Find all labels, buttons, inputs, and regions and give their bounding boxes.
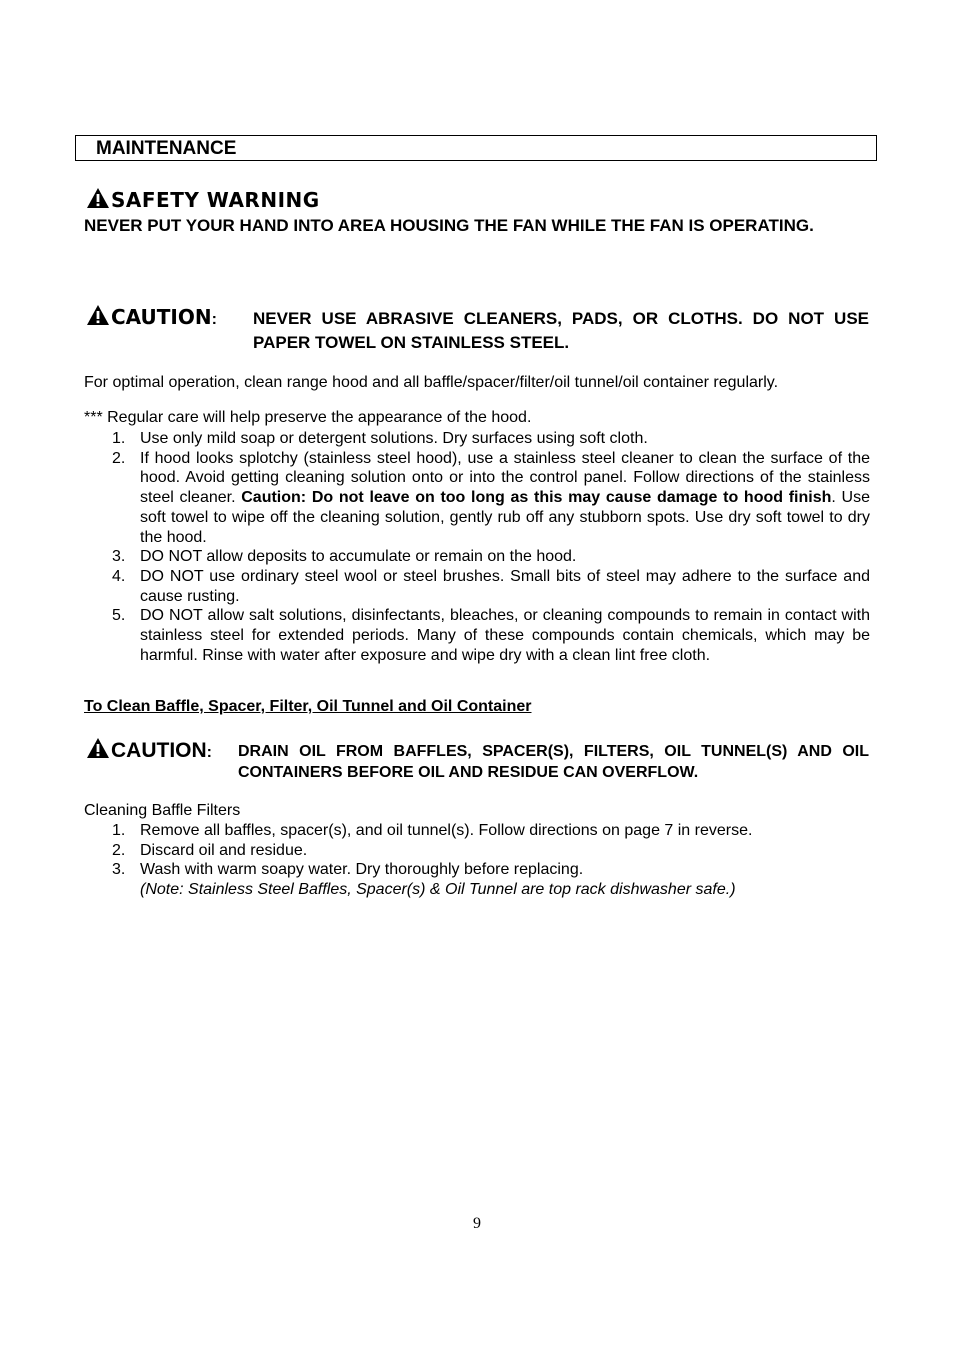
warning-triangle-icon — [86, 737, 110, 759]
list-number: 1. — [112, 822, 126, 839]
cleaning-subheading: To Clean Baffle, Spacer, Filter, Oil Tunnel and Oil Container — [84, 698, 532, 715]
list-number: 4. — [112, 567, 126, 585]
intro-paragraph: For optimal operation, clean range hood and all baffle/spacer/filter/oil tunnel/oil container regularly. — [84, 374, 779, 391]
list-text: If hood looks splotchy (stainless steel hood), use a stainless steel cleaner to clean the surface of the hood. Avoid getting cleaning solution onto or into the control panel. Follow directions of the stainless steel cleaner. — [140, 449, 870, 507]
cleaning-baffle-heading: Cleaning Baffle Filters — [84, 802, 241, 819]
list-item — [84, 429, 870, 449]
list-number: 2. — [112, 449, 126, 467]
section-header-box — [75, 135, 877, 161]
safety-warning-heading — [86, 187, 320, 212]
list-item — [84, 860, 870, 899]
caution-heading-2 — [86, 737, 212, 763]
list-item — [84, 547, 870, 567]
list-text-bold-caution: Caution: Do not leave on too long as this may cause damage to hood finish — [241, 489, 832, 507]
caution-heading-1 — [86, 304, 217, 329]
caution-colon-2: : — [206, 744, 212, 761]
section-title: MAINTENANCE — [96, 138, 237, 159]
care-list — [84, 429, 870, 665]
list-text: Wash with warm soapy water. Dry thoroughly before replacing. — [140, 861, 584, 879]
list-text: . Use soft towel to wipe off the cleaning solution, gently rub off any stubborn spots. Use dry soft towel to dry the hood. — [140, 489, 871, 546]
list-number: 2. — [112, 841, 126, 859]
list-item — [84, 841, 870, 861]
list-text: Discard oil and residue. — [140, 841, 308, 859]
warning-triangle-icon — [86, 304, 110, 326]
caution-text-2: DRAIN OIL FROM BAFFLES, SPACER(S), FILTERS, OIL TUNNEL(S) AND OIL CONTAINERS BEFORE OIL AND RESIDUE CAN OVERFLOW. — [238, 743, 869, 781]
caution-label-1: CAUTION — [111, 305, 212, 329]
caution-colon-1: : — [211, 311, 217, 328]
list-item — [84, 606, 870, 665]
list-item — [84, 821, 870, 841]
caution-label-2: CAUTION — [111, 739, 207, 762]
safety-warning-title: SAFETY WARNING — [111, 188, 320, 212]
list-text: DO NOT allow deposits to accumulate or remain on the hood. — [140, 548, 577, 566]
page-number: 9 — [473, 1215, 481, 1232]
list-text: DO NOT allow salt solutions, disinfectants, bleaches, or cleaning compounds to remain in contact with stainless steel for extended periods. Many of these compounds contain chemicals, which may be harmful. Rinse with water after exposure and wipe dry with a clean lint free cloth. — [140, 607, 870, 664]
care-note: *** Regular care will help preserve the appearance of the hood. — [84, 409, 532, 426]
caution-text-1: NEVER USE ABRASIVE CLEANERS, PADS, OR CLOTHS. DO NOT USE PAPER TOWEL ON STAINLESS STEEL. — [253, 309, 869, 352]
list-text: Use only mild soap or detergent solutions. Dry surfaces using soft cloth. — [140, 430, 648, 447]
safety-warning-text: NEVER PUT YOUR HAND INTO AREA HOUSING THE FAN WHILE THE FAN IS OPERATING. — [84, 216, 814, 235]
list-number: 3. — [112, 861, 126, 879]
list-text: DO NOT use ordinary steel wool or steel brushes. Small bits of steel may adhere to the surface and cause rusting. — [140, 567, 870, 605]
cleaning-list — [84, 821, 870, 900]
list-number: 1. — [112, 430, 126, 447]
list-number: 5. — [112, 607, 126, 625]
list-item — [84, 449, 870, 548]
list-number: 3. — [112, 548, 126, 566]
list-item — [84, 567, 870, 606]
warning-triangle-icon — [86, 187, 110, 209]
dishwasher-note: (Note: Stainless Steel Baffles, Spacer(s) & Oil Tunnel are top rack dishwasher safe.) — [140, 881, 736, 899]
list-text: Remove all baffles, spacer(s), and oil tunnel(s). Follow directions on page 7 in reverse. — [140, 822, 753, 839]
